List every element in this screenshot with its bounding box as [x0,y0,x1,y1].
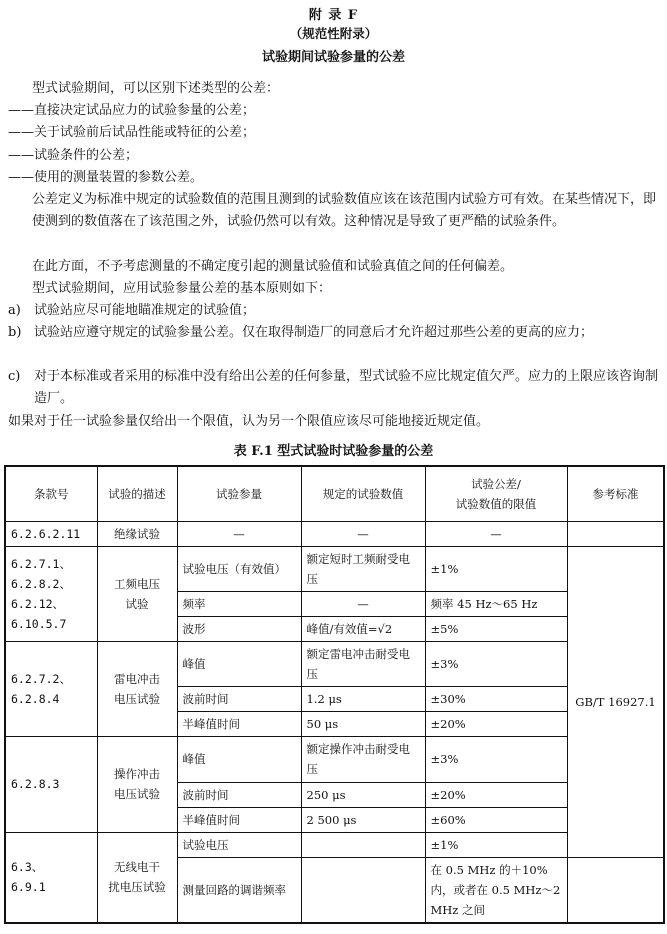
dash-item: ——使用的测量装置的参数公差。 [8,170,204,185]
parameter-cell: 试验电压 [177,832,301,857]
value-cell: 峰值/有效值=√2 [301,616,425,641]
tolerance-cell: ±20% [425,711,567,736]
parameter-cell: 试验电压（有效值） [177,546,301,591]
description-line: 电压试验 [114,691,160,706]
value-cell [301,832,425,857]
table-row [5,546,664,591]
header-description: 试验的描述 [97,466,177,521]
clause-line: 6.2.8.4 [11,691,60,706]
list-marker: c) [8,369,21,384]
header-specified-value: 规定的试验数值 [301,466,425,521]
tolerance-definition-paragraph: 公差定义为标准中规定的试验数值的范围且测到的试验数值应该在该范围内试验方可有效。在某些情况下，即使测到的数值落在了该范围之外，试验仍然可以有效。这种情况是导致了更严酷的试验条件。 [32,192,657,230]
header-parameter: 试验参量 [177,466,301,521]
list-item: 对于本标准或者采用的标准中没有给出公差的任何参量，型式试验不应比规定值欠严。应力的上限应该咨询制造厂。 [34,369,659,407]
clause-line: 6.9.1 [11,880,46,894]
table-header-row [5,466,664,521]
value-cell: 1.2 μs [301,686,425,711]
parameter-cell: 峰值 [177,736,301,782]
value-cell: 额定短时工频耐受电压 [301,546,425,591]
tolerance-cell: — [425,521,567,546]
table-row [5,521,664,546]
uncertainty-paragraph: 在此方面，不予考虑测量的不确定度引起的测量试验值和试验真值之间的任何偏差。 [32,259,514,274]
value-cell: 50 μs [301,711,425,736]
tolerance-cell: ±3% [425,641,567,686]
description-line: 试验 [125,596,149,611]
principles-paragraph: 型式试验期间，应用试验参量公差的基本原则如下： [32,281,332,296]
parameter-cell: 频率 [177,591,301,616]
table-caption: 表 F.1 型式试验时试验参量的公差 [233,444,434,459]
list-marker: a) [8,303,21,318]
parameter-cell: 波前时间 [177,782,301,807]
description-cell: 绝缘试验 [97,521,177,546]
parameter-cell: — [177,521,301,546]
tolerance-cell: ±1% [425,546,567,591]
description-cell [97,736,177,832]
tolerance-cell: ±5% [425,616,567,641]
header-tolerance [425,466,567,521]
description-line: 无线电干 [114,860,160,874]
clause-line: 6.2.12、 [11,596,65,611]
description-line: 扰电压试验 [108,880,166,894]
header-tolerance-line2: 试验数值的限值 [455,496,537,511]
value-cell [301,857,425,923]
value-cell: 额定操作冲击耐受电压 [301,736,425,782]
header-clause: 条款号 [5,466,97,521]
value-cell: 额定雷电冲击耐受电压 [301,641,425,686]
clause-line: 6.2.7.1、 [11,556,71,571]
clause-cell [5,832,97,923]
reference-cell [567,521,664,546]
clause-line: 6.10.5.7 [11,616,67,631]
parameter-cell: 半峰值时间 [177,807,301,832]
parameter-cell: 峰值 [177,641,301,686]
annex-heading: 附 录 F [308,8,359,23]
clause-line: 6.2.8.2、 [11,576,71,591]
value-cell: 250 μs [301,782,425,807]
tolerance-cell: ±1% [425,832,567,857]
table-row [5,832,664,857]
clause-line: 6.3、 [11,860,44,874]
clause-cell [5,546,97,641]
tolerance-cell: ±20% [425,782,567,807]
header-reference: 参考标准 [567,466,664,521]
reference-standard-cell: GB/T 16927.1 [567,546,664,857]
tolerance-cell: 频率 45 Hz～65 Hz [425,591,567,616]
list-marker: b) [8,325,22,340]
description-line: 操作冲击 [114,767,160,781]
description-cell [97,832,177,923]
description-cell [97,546,177,641]
clause-cell: 6.2.8.3 [5,736,97,832]
intro-paragraph: 型式试验期间，可以区别下述类型的公差： [32,81,280,96]
value-cell: — [301,521,425,546]
header-tolerance-line1: 试验公差/ [471,476,521,491]
parameter-cell: 波形 [177,616,301,641]
value-cell: — [301,591,425,616]
description-cell [97,641,177,736]
parameter-cell: 波前时间 [177,686,301,711]
limit-paragraph: 如果对于任一试验参量仅给出一个限值，认为另一个限值应该尽可能地接近规定值。 [8,414,490,429]
annex-status: （规范性附录） [289,26,378,41]
dash-item: ——关于试验前后试品性能或特征的公差； [8,125,256,140]
description-line: 电压试验 [114,787,160,801]
table-row [5,641,664,686]
tolerance-cell: ±30% [425,686,567,711]
tolerance-cell: ±60% [425,807,567,832]
parameter-cell: 半峰值时间 [177,711,301,736]
list-item: 试验站应遵守规定的试验参量公差。仅在取得制造厂的同意后才允许超过那些公差的更高的应力； [34,325,594,340]
value-cell: 2 500 μs [301,807,425,832]
dash-item: ——直接决定试品应力的试验参量的公差； [8,103,256,118]
list-item: 试验站应尽可能地瞄准规定的试验值； [34,303,256,318]
clause-cell: 6.2.6.2.11 [5,521,97,546]
description-line: 工频电压 [114,576,160,591]
annex-title: 试验期间试验参量的公差 [261,50,405,65]
clause-line: 6.2.7.2、 [11,671,71,686]
tolerance-cell: ±3% [425,736,567,782]
dash-item: ——试验条件的公差； [8,148,139,163]
description-line: 雷电冲击 [114,671,160,686]
parameter-cell: 测量回路的调谐频率 [177,857,301,923]
table-row [5,736,664,782]
clause-cell [5,641,97,736]
tolerance-table [4,465,665,924]
tolerance-cell: 在 0.5 MHz 的＋10%内，或者在 0.5 MHz～2 MHz 之间 [425,857,567,923]
